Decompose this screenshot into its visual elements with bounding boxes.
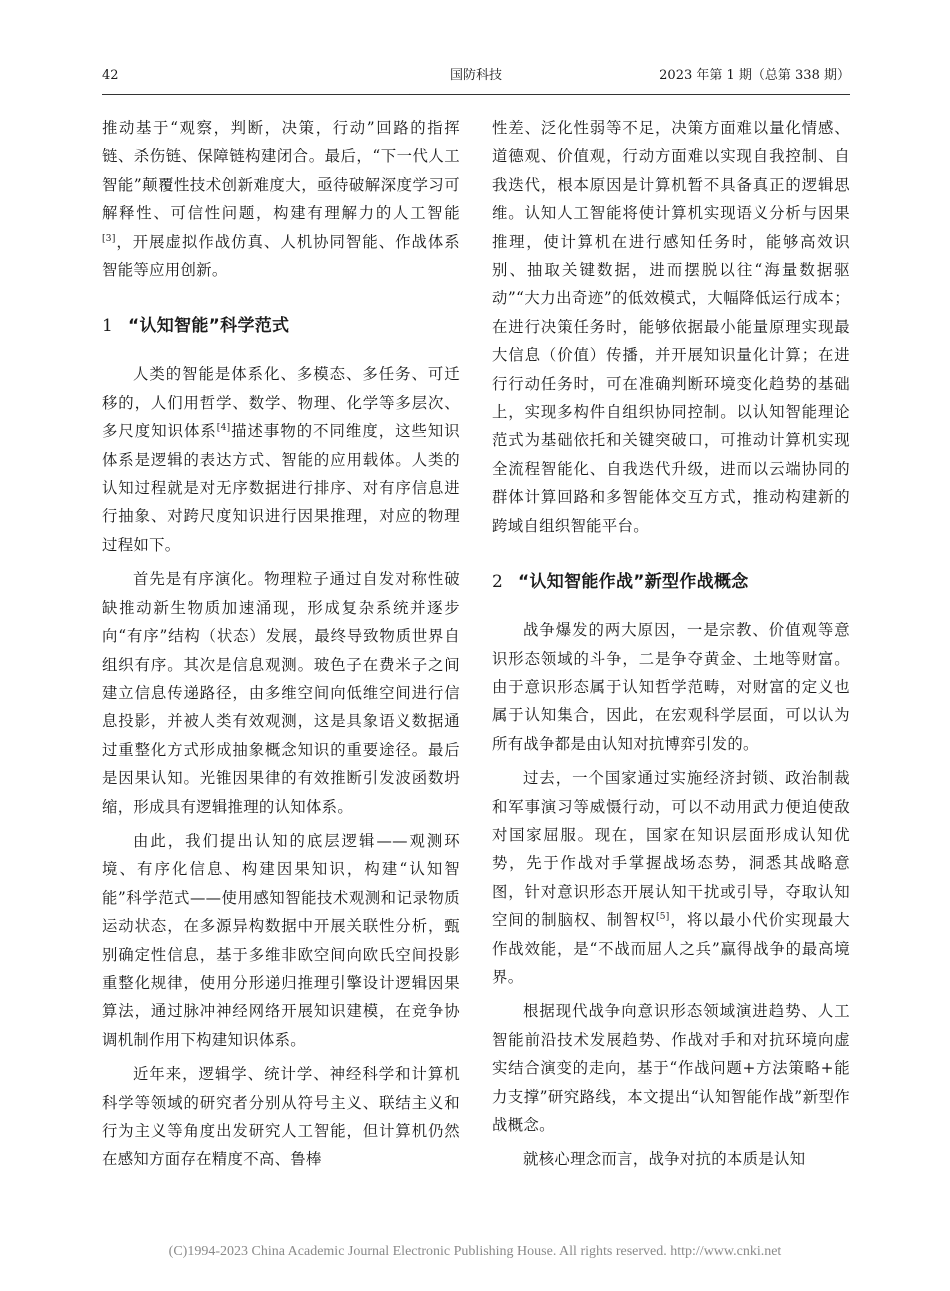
copyright-footer: (C)1994-2023 China Academic Journal Electronic Publishing House. All rights reserved. http://www.cnki.net [168, 1244, 782, 1259]
running-header [102, 66, 850, 86]
paragraph: 推动基于“观察，判断，决策，行动”回路的指挥链、杀伤链、保障链构建闭合。最后，“下一代人工智能”颠覆性技术创新难度大，亟待破解深度学习可解释性、可信性问题，构建有理解力的人工智能[3]，开展虚拟作战仿真、人机协同智能、作战体系智能等应用创新。 [102, 119, 460, 280]
paragraph: 根据现代战争向意识形态领域演进趋势、人工智能前沿技术发展趋势、作战对手和对抗环境向虚实结合演变的走向，基于“作战问题+方法策略+能力支撑”研究路线，本文提出“认知智能作战”新型作战概念。 [492, 1002, 850, 1134]
paragraph: 性差、泛化性弱等不足，决策方面难以量化情感、道德观、价值观，行动方面难以实现自我控制、自我迭代，根本原因是计算机暂不具备真正的逻辑思维。认知人工智能将使计算机实现语义分析与因果推理，使计算机在进行感知任务时，能够高效识别、抽取关键数据，进而摆脱以往“海量数据驱动”“大力出奇迹”的低效模式，大幅降低运行成本；在进行决策任务时，能够依据最小能量原理实现最大信息（价值）传播，并开展知识量化计算；在进行行动任务时，可在准确判断环境变化趋势的基础上，实现多构件自组织协同控制。以认知智能理论范式为基础依托和关键突破口，可推动计算机实现全流程智能化、自我迭代升级，进而以云端协同的群体计算回路和多智能体交互方式，推动构建新的跨域自组织智能平台。 [492, 119, 850, 535]
section-heading-2: 2 “认知智能作战”新型作战概念 [492, 572, 749, 593]
section-heading-1: 1 “认知智能”科学范式 [102, 316, 290, 337]
issue-info: 2023 年第 1 期（总第 338 期） [659, 68, 850, 83]
citation[interactable]: [4] [216, 423, 231, 434]
paragraph: 由此，我们提出认知的底层逻辑——观测环境、有序化信息、构建因果知识，构建“认知智能”科学范式——使用感知智能技术观测和记录物质运动状态，在多源异构数据中开展关联性分析，甄别确定性信息，基于多维非欧空间向欧氏空间投影重整化规律，使用分形递归推理引擎设计逻辑因果算法，通过脉冲神经网络开展知识建模，在竞争协调机制作用下构建知识体系。 [102, 831, 460, 1049]
left-column [102, 114, 460, 1174]
citation[interactable]: [3] [102, 233, 116, 244]
right-column [492, 114, 850, 1174]
paragraph: 人类的智能是体系化、多模态、多任务、可迁移的，人们用哲学、数学、物理、化学等多层次、多尺度知识体系[4]描述事物的不同维度，这些知识体系是逻辑的表达方式、智能的应用载体。人类的认知过程就是对无序数据进行排序、对有序信息进行抽象、对跨尺度知识进行因果推理，对应的物理过程如下。 [102, 365, 460, 554]
paragraph: 战争爆发的两大原因，一是宗教、价值观等意识形态领域的斗争，二是争夺黄金、土地等财富。由于意识形态属于认知哲学范畴，对财富的定义也属于认知集合，因此，在宏观科学层面，可以认为所有战争都是由认知对抗博弈引发的。 [492, 621, 850, 753]
paragraph: 近年来，逻辑学、统计学、神经科学和计算机科学等领域的研究者分别从符号主义、联结主义和行为主义等角度出发研究人工智能，但计算机仍然在感知方面存在精度不高、鲁棒 [102, 1065, 460, 1169]
paragraph: 过去，一个国家通过实施经济封锁、政治制裁和军事演习等威慑行动，可以不动用武力便迫使敌对国家屈服。现在，国家在知识层面形成认知优势，先于作战对手掌握战场态势，洞悉其战略意图，针对意识形态开展认知干扰或引导，夺取认知空间的制脑权、制智权[5]，将以最小代价实现最大作战效能，是“不战而屈人之兵”赢得战争的最高境界。 [492, 769, 850, 986]
page-number: 42 [102, 68, 119, 83]
header-rule [102, 94, 850, 95]
citation[interactable]: [5] [655, 912, 670, 923]
paragraph: 就核心理念而言，战争对抗的本质是认知 [523, 1150, 806, 1169]
paragraph: 首先是有序演化。物理粒子通过自发对称性破缺推动新生物质加速涌现，形成复杂系统并逐步向“有序”结构（状态）发展，最终导致物质世界自组织有序。其次是信息观测。玻色子在费米子之间建立信息传递路径，由多维空间向低维空间进行信息投影，并被人类有效观测，这是具象语义数据通过重整化方式形成抽象概念知识的重要途径。最后是因果认知。光锥因果律的有效推断引发波函数坍缩，形成具有逻辑推理的认知体系。 [102, 570, 460, 816]
journal-name: 国防科技 [449, 68, 502, 83]
